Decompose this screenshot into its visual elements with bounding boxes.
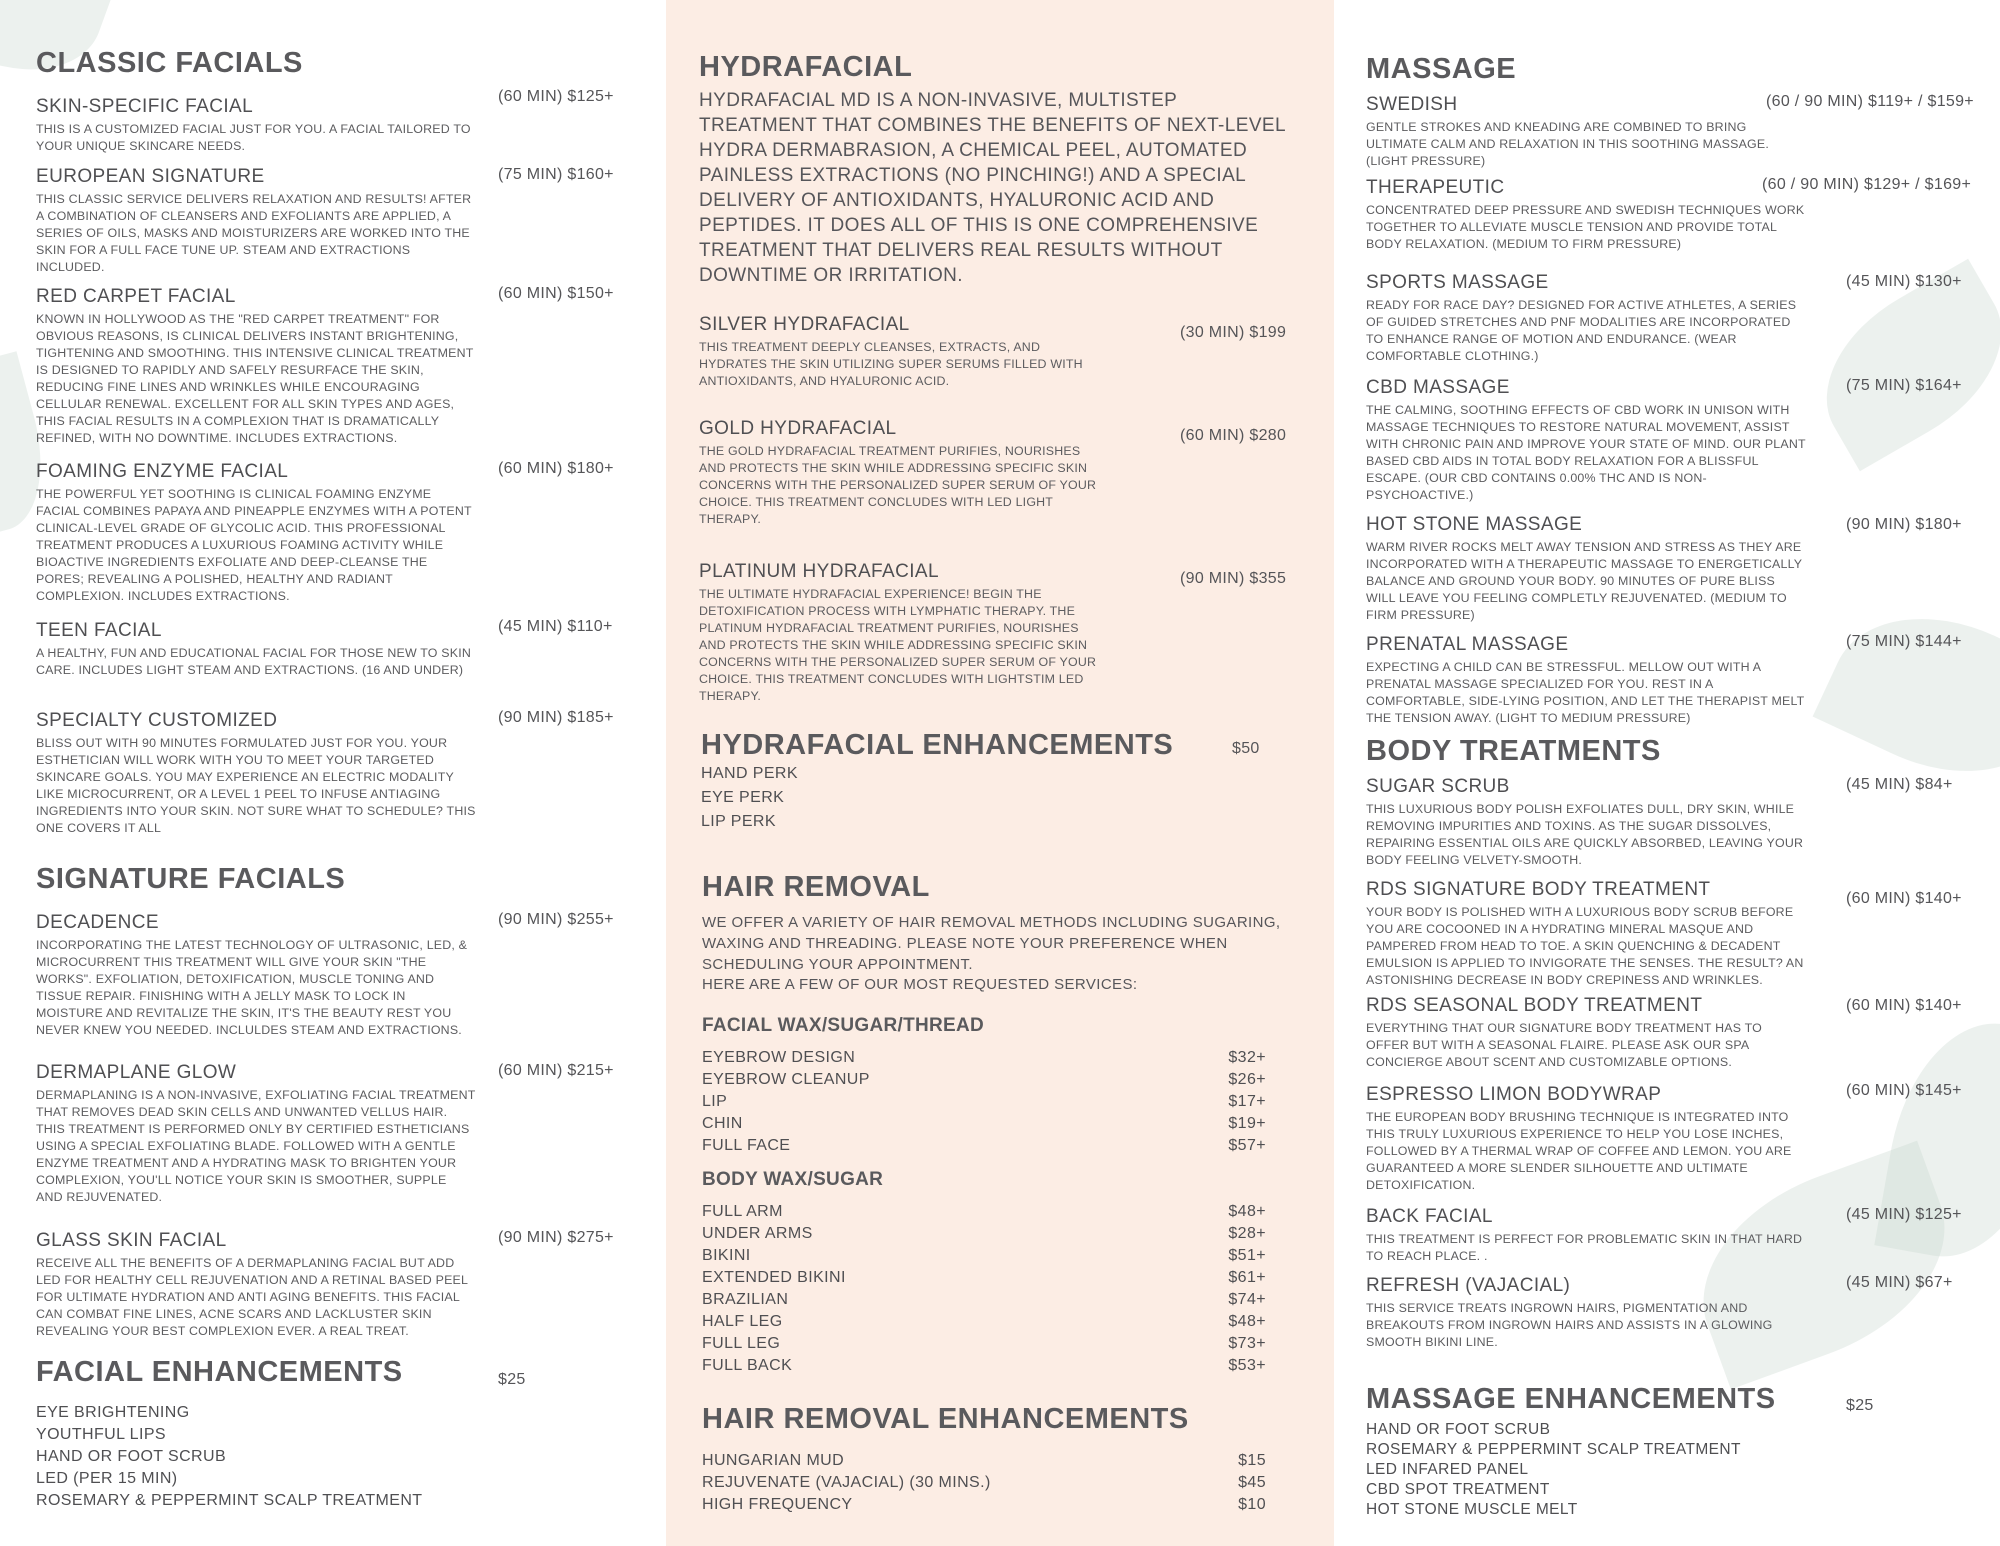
service-desc: READY FOR RACE DAY? DESIGNED FOR ACTIVE ATHLETES, A SERIES OF GUIDED STRETCHES AND PNF MODALITIES ARE INCORPORATED TO ENHANCE RANGE OF MOTION AND ENDURANCE. (WEAR COMFORTABLE CLOTHING.) <box>1366 297 1797 363</box>
service-item <box>1366 377 1806 504</box>
list-item: HAND OR FOOT SCRUB <box>1366 1421 1551 1438</box>
list-item: ROSEMARY & PEPPERMINT SCALP TREATMENT <box>1366 1441 1741 1458</box>
enhancement-price: $25 <box>498 1371 526 1388</box>
section-title-facial-enhancements: FACIAL ENHANCEMENTS <box>36 1356 403 1388</box>
service-price: (45 MIN) $130+ <box>1846 273 1962 290</box>
massage-enhancement-list <box>1366 1420 1741 1520</box>
list-item: REJUVENATE (VAJACIAL) (30 MINS.) $45 <box>702 1474 1266 1491</box>
subsection-body-wax: BODY WAX/SUGAR <box>702 1169 884 1190</box>
service-name: PLATINUM HYDRAFACIAL <box>699 561 939 582</box>
list-item: YOUTHFUL LIPS <box>36 1426 166 1443</box>
service-item <box>1366 1206 1806 1265</box>
enhancement-price: $50 <box>1232 740 1260 757</box>
subsection-facial-wax: FACIAL WAX/SUGAR/THREAD <box>702 1015 985 1036</box>
hair-enhancement-list <box>702 1450 1266 1516</box>
service-name: FOAMING ENZYME FACIAL <box>36 461 289 482</box>
service-item <box>36 166 476 276</box>
hydrafacial-intro: HYDRAFACIAL MD IS A NON-INVASIVE, MULTISTEP TREATMENT THAT COMBINES THE BENEFITS OF NEXT-LEVEL HYDRA DERMABRASION, A CHEMICAL PEEL, AUTOMATED PAINLESS EXTRACTIONS (NO PINCHING!) AND A SPECIAL DELIVERY OF ANTIOXIDANTS, HYALURONIC ACID AND PEPTIDES. IT DOES ALL OF THIS IS ONE COMPREHENSIVE TREATMENT THAT DELIVERS REAL RESULTS WITHOUT DOWNTIME OR IRRITATION. <box>699 90 1286 286</box>
list-item: HAND OR FOOT SCRUB <box>36 1448 227 1465</box>
list-item: EXTENDED BIKINI $61+ <box>702 1269 1266 1286</box>
list-item: LIP $17+ <box>702 1093 1266 1110</box>
service-price: (75 MIN) $144+ <box>1846 633 1962 650</box>
list-item: ROSEMARY & PEPPERMINT SCALP TREATMENT <box>36 1492 423 1509</box>
service-name: PRENATAL MASSAGE <box>1366 634 1569 655</box>
service-item <box>36 912 476 1039</box>
enhancement-price: $25 <box>1846 1397 1874 1414</box>
list-item: FULL LEG $73+ <box>702 1335 1266 1352</box>
service-price: (60 / 90 MIN) $119+ / $159+ <box>1766 93 1974 110</box>
service-name: EUROPEAN SIGNATURE <box>36 166 265 187</box>
section-title-hair-removal-enhancements: HAIR REMOVAL ENHANCEMENTS <box>702 1403 1189 1435</box>
service-price: (75 MIN) $160+ <box>498 166 614 183</box>
service-desc: THIS TREATMENT IS PERFECT FOR PROBLEMATIC SKIN IN THAT HARD TO REACH PLACE. . <box>1366 1231 1803 1263</box>
service-item <box>36 461 476 605</box>
service-desc: DERMAPLANING IS A NON-INVASIVE, EXFOLIATING FACIAL TREATMENT THAT REMOVES DEAD SKIN CELLS AND UNWANTED VELLUS HAIR. THIS TREATMENT IS PERFORMED ONLY BY CERTIFIED ESTHETICIANS USING A SPECIAL EXFOLIATING BLADE. FOLLOWED WITH A GENTLE ENZYME TREATMENT AND A HYDRATING MASK TO BRIGHTEN YOUR COMPLEXION, YOU'LL NOTICE YOUR SKIN IS SMOOTHER, SUPPLE AND REJUVENATED. <box>36 1087 476 1204</box>
list-item: HUNGARIAN MUD $15 <box>702 1452 1266 1469</box>
section-title-classic-facials: CLASSIC FACIALS <box>36 47 303 79</box>
list-item: BIKINI $51+ <box>702 1247 1266 1264</box>
service-price: (30 MIN) $199 <box>1180 324 1287 341</box>
list-item: HALF LEG $48+ <box>702 1313 1266 1330</box>
service-item <box>699 561 1099 705</box>
service-item <box>1366 995 1806 1071</box>
service-price: (90 MIN) $180+ <box>1846 516 1962 533</box>
service-desc: EXPECTING A CHILD CAN BE STRESSFUL. MELLOW OUT WITH A PRENATAL MASSAGE SPECIALIZED FOR YOU. REST IN A COMFORTABLE, SIDE-LYING POSITION, AND LET THE THERAPIST MELT THE TENSION AWAY. (LIGHT TO MEDIUM PRESSURE) <box>1366 659 1805 725</box>
service-name: SPECIALTY CUSTOMIZED <box>36 710 278 731</box>
service-name: HOT STONE MASSAGE <box>1366 514 1583 535</box>
service-item <box>36 1230 476 1340</box>
service-price: (45 MIN) $125+ <box>1846 1206 1962 1223</box>
service-item <box>1366 634 1806 727</box>
service-desc: CONCENTRATED DEEP PRESSURE AND SWEDISH TECHNIQUES WORK TOGETHER TO ALLEVIATE MUSCLE TENSION AND PROVIDE TOTAL BODY RELAXATION. (MEDIUM TO FIRM PRESSURE) <box>1366 202 1805 251</box>
service-item <box>36 286 476 447</box>
list-item: UNDER ARMS $28+ <box>702 1225 1266 1242</box>
service-price: (45 MIN) $110+ <box>498 618 613 635</box>
service-name: SPORTS MASSAGE <box>1366 272 1549 293</box>
service-desc: INCORPORATING THE LATEST TECHNOLOGY OF ULTRASONIC, LED, & MICROCURRENT THIS TREATMENT WILL GIVE YOUR SKIN "THE WORKS". EXFOLIATION, DETOXIFICATION, MUSCLE TONING AND TISSUE REPAIR. FINISHING WITH A JELLY MASK TO LOCK IN MOISTURE AND REVITALIZE THE SKIN, IT'S THE BEAUTY REST YOU NEVER KNEW YOU NEEDED. INCLULDES STEAM AND EXTRACTIONS. <box>36 937 468 1037</box>
service-desc: THIS LUXURIOUS BODY POLISH EXFOLIATES DULL, DRY SKIN, WHILE REMOVING IMPURITIES AND TOXINS. AS THE SUGAR DISSOLVES, REPAIRING ESSENTIAL OILS ARE QUICKLY ABSORBED, LEAVING YOUR BODY FEELING VELVETY-SMOOTH. <box>1366 801 1804 867</box>
service-item <box>699 418 1099 528</box>
service-item <box>699 314 1099 390</box>
service-desc: A HEALTHY, FUN AND EDUCATIONAL FACIAL FOR THOSE NEW TO SKIN CARE. INCLUDES LIGHT STEAM AND EXTRACTIONS. (16 AND UNDER) <box>36 645 471 677</box>
service-desc: EVERYTHING THAT OUR SIGNATURE BODY TREATMENT HAS TO OFFER BUT WITH A SEASONAL FLAIRE. PLEASE ASK OUR SPA CONCIERGE ABOUT SCENT AND CUSTOMIZABLE OPTIONS. <box>1366 1020 1762 1069</box>
list-item: FULL ARM $48+ <box>702 1203 1266 1220</box>
right-column <box>1334 0 2000 1546</box>
enhancement-list <box>36 1402 422 1512</box>
service-name: GOLD HYDRAFACIAL <box>699 418 897 439</box>
service-desc: RECEIVE ALL THE BENEFITS OF A DERMAPLANING FACIAL BUT ADD LED FOR HEALTHY CELL REJUVENATION AND A RETINAL BASED PEEL FOR ULTIMATE HYDRATION AND ANTI AGING BENEFITS. THIS FACIAL CAN COMBAT FINE LINES, ACNE SCARS AND LACKLUSTER SKIN REVEALING YOUR BEST COMPLEXION EVER. A REAL TREAT. <box>36 1255 468 1338</box>
service-price: (90 MIN) $255+ <box>498 911 614 928</box>
service-price: (90 MIN) $185+ <box>498 709 614 726</box>
service-name: REFRESH (VAJACIAL) <box>1366 1275 1571 1296</box>
service-desc: THE ULTIMATE HYDRAFACIAL EXPERIENCE! BEGIN THE DETOXIFICATION PROCESS WITH LYMPHATIC THERAPY. THE PLATINUM HYDRAFACIAL TREATMENT PURIFIES, NOURISHES AND PROTECTS THE SKIN WHILE ADDRESSING SPECIFIC SKIN CONCERNS WITH THE PERSONALIZED SUPER SERUM OF YOUR CHOICE. THIS TREATMENT CONCLUDES WITH LIGHTSTIM LED THERAPY. <box>699 586 1097 703</box>
list-item: EYE PERK <box>701 789 785 806</box>
service-name: RED CARPET FACIAL <box>36 286 236 307</box>
service-desc: THIS SERVICE TREATS INGROWN HAIRS, PIGMENTATION AND BREAKOUTS FROM INGROWN HAIRS AND ASSISTS IN A GLOWING SMOOTH BIKINI LINE. <box>1366 1300 1773 1349</box>
service-name: SKIN-SPECIFIC FACIAL <box>36 96 254 117</box>
service-price: (60 MIN) $280 <box>1180 427 1287 444</box>
service-name: RDS SIGNATURE BODY TREATMENT <box>1366 879 1711 900</box>
left-column <box>0 0 666 1546</box>
service-price: (75 MIN) $164+ <box>1846 377 1962 394</box>
service-price: (60 MIN) $215+ <box>498 1062 614 1079</box>
service-item <box>1366 177 1806 253</box>
list-item: HAND PERK <box>701 765 798 782</box>
list-item: LIP PERK <box>701 813 776 830</box>
service-price: (45 MIN) $84+ <box>1846 776 1953 793</box>
section-title-massage: MASSAGE <box>1366 53 1517 85</box>
list-item: HIGH FREQUENCY $10 <box>702 1496 1266 1513</box>
service-name: RDS SEASONAL BODY TREATMENT <box>1366 995 1703 1016</box>
hair-removal-intro: WE OFFER A VARIETY OF HAIR REMOVAL METHODS INCLUDING SUGARING, WAXING AND THREADING. PLEASE NOTE YOUR PREFERENCE WHEN SCHEDULING YOUR APPOINTMENT. <box>702 914 1281 973</box>
service-price: (90 MIN) $355 <box>1180 570 1287 587</box>
list-item: FULL FACE $57+ <box>702 1137 1266 1154</box>
service-price: (60 MIN) $180+ <box>498 460 614 477</box>
service-item <box>1366 776 1806 869</box>
section-title-hair-removal: HAIR REMOVAL <box>702 871 930 903</box>
service-desc: THE POWERFUL YET SOOTHING IS CLINICAL FOAMING ENZYME FACIAL COMBINES PAPAYA AND PINEAPPLE ENZYMES WITH A POTENT CLINICAL-LEVEL GRADE OF GLYCOLIC ACID. THIS PROFESSIONAL TREATMENT PRODUCES A LUXURIOUS FOAMING ACTIVITY WHILE BIOACTIVE INGREDIENTS EXFOLIATE AND DEEP-CLEANSE THE PORES; REVEALING A POLISHED, HEALTHY AND RADIANT COMPLEXION. INCLUDES EXTRACTIONS. <box>36 486 472 603</box>
service-name: CBD MASSAGE <box>1366 377 1510 398</box>
service-desc: WARM RIVER ROCKS MELT AWAY TENSION AND STRESS AS THEY ARE INCORPORATED WITH A THERAPEUTIC MASSAGE TO ENERGETICALLY BALANCE AND GROUND YOUR BODY. 90 MINUTES OF PURE BLISS WILL LEAVE YOU FEELING COMPLETLY REJUVENATED. (MEDIUM TO FIRM PRESSURE) <box>1366 539 1803 622</box>
service-desc: BLISS OUT WITH 90 MINUTES FORMULATED JUST FOR YOU. YOUR ESTHETICIAN WILL WORK WITH YOU TO MEET YOUR TARGETED SKINCARE GOALS. YOU MAY EXPERIENCE AN ELECTRIC MODALITY LIKE MICROCURRENT, OR A LEVEL 1 PEEL TO INFUSE ANTIAGING INGREDIENTS INTO YOUR SKIN. NOT SURE WHAT TO SCHEDULE? THIS ONE COVERS IT ALL <box>36 735 476 835</box>
service-name: SWEDISH <box>1366 94 1458 115</box>
service-name: SUGAR SCRUB <box>1366 776 1510 797</box>
service-price: (60 MIN) $140+ <box>1846 890 1962 907</box>
service-price: (60 MIN) $145+ <box>1846 1082 1962 1099</box>
list-item: CHIN $19+ <box>702 1115 1266 1132</box>
service-item <box>1366 514 1806 624</box>
list-item: BRAZILIAN $74+ <box>702 1291 1266 1308</box>
body-wax-list <box>702 1201 1266 1377</box>
service-item <box>1366 879 1806 989</box>
section-title-hydrafacial-enhancements: HYDRAFACIAL ENHANCEMENTS <box>701 729 1174 761</box>
service-item <box>1366 272 1806 365</box>
service-price: (60 MIN) $150+ <box>498 285 614 302</box>
service-name: ESPRESSO LIMON BODYWRAP <box>1366 1084 1662 1105</box>
section-title-body-treatments: BODY TREATMENTS <box>1366 735 1661 767</box>
service-item <box>36 710 476 837</box>
service-price: (60 MIN) $125+ <box>498 88 614 105</box>
service-name: SILVER HYDRAFACIAL <box>699 314 910 335</box>
service-desc: THE EUROPEAN BODY BRUSHING TECHNIQUE IS INTEGRATED INTO THIS TRULY LUXURIOUS EXPERIENCE TO HELP YOU LOSE INCHES, FOLLOWED BY A THERMAL WRAP OF COFFEE AND LEMON. YOU ARE GUARANTEED A MORE SLENDER SILHOUETTE AND ULTIMATE DETOXIFICATION. <box>1366 1109 1792 1192</box>
service-desc: YOUR BODY IS POLISHED WITH A LUXURIOUS BODY SCRUB BEFORE YOU ARE COCOONED IN A HYDRATING MINERAL MASQUE AND PAMPERED FROM HEAD TO TOE. A SKIN QUENCHING & DECADENT EMULSION IS APPLIED TO INVIGORATE THE SENSES. THE RESULT? AN ASTONISHING DECREASE IN BODY CREPINESS AND WRINKLES. <box>1366 904 1804 987</box>
facial-wax-list <box>702 1047 1266 1157</box>
list-item: FULL BACK $53+ <box>702 1357 1266 1374</box>
section-title-signature-facials: SIGNATURE FACIALS <box>36 863 346 895</box>
list-item: LED INFARED PANEL <box>1366 1461 1529 1478</box>
list-item: LED (PER 15 MIN) <box>36 1470 178 1487</box>
section-title-massage-enhancements: MASSAGE ENHANCEMENTS <box>1366 1383 1776 1415</box>
service-item <box>36 96 476 155</box>
service-desc: THE GOLD HYDRAFACIAL TREATMENT PURIFIES, NOURISHES AND PROTECTS THE SKIN WHILE ADDRESSING SPECIFIC SKIN CONCERNS WITH THE PERSONALIZED SUPER SERUM OF YOUR CHOICE. THIS TREATMENT CONCLUDES WITH LED LIGHT THERAPY. <box>699 443 1097 526</box>
service-item <box>1366 1275 1806 1351</box>
section-title-hydrafacial: HYDRAFACIAL <box>699 51 913 83</box>
hair-removal-intro2: HERE ARE A FEW OF OUR MOST REQUESTED SERVICES: <box>702 976 1138 993</box>
service-name: DECADENCE <box>36 912 159 933</box>
leaf-decoration <box>1874 1009 2000 1271</box>
service-price: (60 / 90 MIN) $129+ / $169+ <box>1762 176 1972 193</box>
service-desc: THIS CLASSIC SERVICE DELIVERS RELAXATION AND RESULTS! AFTER A COMBINATION OF CLEANSERS AND EXFOLIANTS ARE APPLIED, A SERIES OF OILS, MASKS AND MOISTURIZERS ARE WORKED INTO THE SKIN FOR A FULL FACE TUNE UP. STEAM AND EXTRACTIONS INCLUDED. <box>36 191 472 274</box>
service-name: DERMAPLANE GLOW <box>36 1062 237 1083</box>
list-item: CBD SPOT TREATMENT <box>1366 1481 1550 1498</box>
service-name: BACK FACIAL <box>1366 1206 1493 1227</box>
service-price: (60 MIN) $140+ <box>1846 997 1962 1014</box>
service-desc: THE CALMING, SOOTHING EFFECTS OF CBD WORK IN UNISON WITH MASSAGE TECHNIQUES TO RESTORE NATURAL MOVEMENT, ASSIST WITH CHRONIC PAIN AND IMPROVE YOUR STATE OF MIND. OUR PLANT BASED CBD AIDS IN TOTAL BODY RELAXATION FOR A BLISSFUL ESCAPE. (OUR CBD CONTAINS 0.00% THC AND IS NON-PSYCHOACTIVE.) <box>1366 402 1806 502</box>
service-name: THERAPEUTIC <box>1366 177 1505 198</box>
list-item: EYEBROW CLEANUP $26+ <box>702 1071 1266 1088</box>
service-item <box>1366 94 1806 170</box>
service-item <box>1366 1084 1806 1194</box>
list-item: EYE BRIGHTENING <box>36 1404 190 1421</box>
service-price: (90 MIN) $275+ <box>498 1229 614 1246</box>
service-item <box>36 1062 476 1206</box>
middle-column <box>666 0 1334 1546</box>
service-desc: THIS TREATMENT DEEPLY CLEANSES, EXTRACTS, AND HYDRATES THE SKIN UTILIZING SUPER SERUMS FILLED WITH ANTIOXIDANTS, AND HYALURONIC ACID. <box>699 339 1083 388</box>
service-item <box>36 620 476 679</box>
service-desc: KNOWN IN HOLLYWOOD AS THE "RED CARPET TREATMENT" FOR OBVIOUS REASONS, IS CLINICAL DELIVERS INSTANT BRIGHTENING, TIGHTENING AND SMOOTHING. THIS INTENSIVE CLINICAL TREATMENT IS DESIGNED TO RAPIDLY AND SAFELY RESURFACE THE SKIN, REDUCING FINE LINES AND WRINKLES WHILE ENCOURAGING CELLULAR RENEWAL. EXCELLENT FOR ALL SKIN TYPES AND AGES, THIS FACIAL RESULTS IN A COMPLEXION THAT IS DRAMATICALLY REFINED, WITH NO DOWNTIME. INCLUDES EXTRACTIONS. <box>36 311 474 445</box>
list-item: HOT STONE MUSCLE MELT <box>1366 1501 1578 1518</box>
service-desc: THIS IS A CUSTOMIZED FACIAL JUST FOR YOU. A FACIAL TAILORED TO YOUR UNIQUE SKINCARE NEEDS. <box>36 121 471 153</box>
service-name: TEEN FACIAL <box>36 620 162 641</box>
hydra-enhancement-list <box>701 762 798 834</box>
list-item: EYEBROW DESIGN $32+ <box>702 1049 1266 1066</box>
service-price: (45 MIN) $67+ <box>1846 1274 1953 1291</box>
service-desc: GENTLE STROKES AND KNEADING ARE COMBINED TO BRING ULTIMATE CALM AND RELAXATION IN THIS SOOTHING MASSAGE. (LIGHT PRESSURE) <box>1366 119 1770 168</box>
service-name: GLASS SKIN FACIAL <box>36 1230 227 1251</box>
